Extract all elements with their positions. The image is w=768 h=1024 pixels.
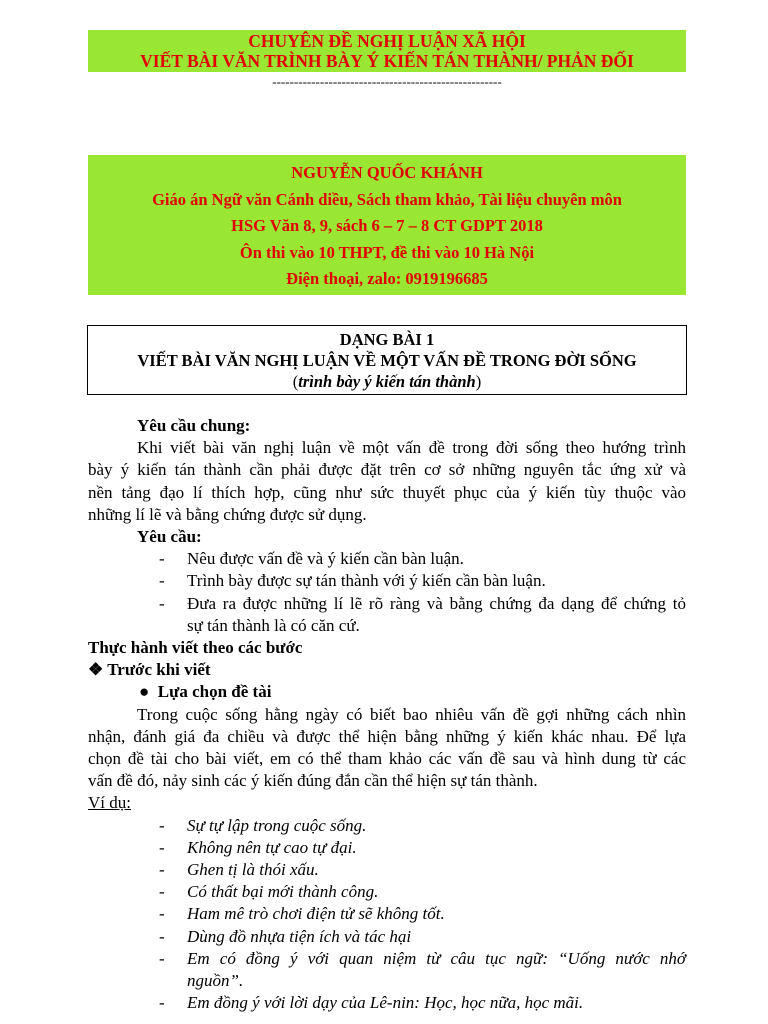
general-paragraph-line-1: Khi viết bài văn nghị luận về một vấn đề trong đời sống theo hướng trình xyxy=(137,438,686,458)
section-note-text: trình bày ý kiến tán thành xyxy=(298,372,476,391)
example-text: Dùng đồ nhựa tiện ích và tác hại xyxy=(187,926,412,946)
requirement-item-2 xyxy=(88,570,686,592)
topic-paragraph-line-4: vấn đề đó, nảy sinh các ý kiến đúng đắn cần thể hiện sự tán thành. xyxy=(88,771,538,791)
paren-close: ) xyxy=(475,372,482,391)
author-line-2: Giáo án Ngữ văn Cánh diều, Sách tham khảo, Tài liệu chuyên môn xyxy=(152,189,622,209)
topic-paragraph-line-1: Trong cuộc sống hằng ngày có biết bao nhiêu vấn đề gợi những cách nhìn xyxy=(137,704,686,724)
example-text: Ghen tị là thói xấu. xyxy=(187,860,319,880)
dash-bullet: - xyxy=(159,948,165,968)
requirements-heading: Yêu cầu: xyxy=(137,527,202,547)
example-item-6 xyxy=(88,926,686,948)
example-text: nguồn”. xyxy=(187,971,244,991)
dash-bullet: - xyxy=(159,837,165,857)
section-title: DẠNG BÀI 1 xyxy=(339,330,435,349)
paren-open: ( xyxy=(292,372,299,391)
author-line-3: HSG Văn 8, 9, sách 6 – 7 – 8 CT GDPT 2018 xyxy=(231,216,543,235)
example-item-3 xyxy=(88,859,686,881)
example-text: Em đồng ý với lời dạy của Lê-nin: Học, học nữa, học mãi. xyxy=(187,993,584,1013)
example-text: Ham mê trò chơi điện tử sẽ không tốt. xyxy=(187,904,445,924)
example-text: Không nên tự cao tự đại. xyxy=(187,837,357,857)
author-contact: Điện thoại, zalo: 0919196685 xyxy=(286,269,488,288)
header-banner xyxy=(88,30,686,72)
requirement-text: Nêu được vấn đề và ý kiến cần bàn luận. xyxy=(187,549,464,569)
section-title-box xyxy=(87,325,687,395)
example-item-5 xyxy=(88,903,686,925)
requirement-item-1 xyxy=(88,548,686,570)
general-paragraph-line-2: bày ý kiến tán thành cần phải được đặt trên cơ sở những nguyên tắc ứng xử và xyxy=(88,460,686,480)
dash-bullet: - xyxy=(159,593,165,613)
step-label: Trước khi viết xyxy=(107,660,211,680)
examples-heading: Ví dụ: xyxy=(88,793,131,813)
dash-bullet: - xyxy=(159,860,165,880)
section-subtitle: VIẾT BÀI VĂN NGHỊ LUẬN VỀ MỘT VẤN ĐỀ TRONG ĐỜI SỐNG xyxy=(137,351,637,370)
dash-bullet: - xyxy=(159,549,165,569)
example-text: Có thất bại mới thành công. xyxy=(187,882,379,902)
requirement-text: Đưa ra được những lí lẽ rõ ràng và bằng chứng đa dạng để chứng tỏ xyxy=(187,593,686,613)
example-text: Em có đồng ý với quan niệm từ câu tục ngữ: “Uống nước nhớ xyxy=(187,948,686,968)
example-item-4 xyxy=(88,881,686,903)
dash-bullet: - xyxy=(159,993,165,1013)
practice-heading: Thực hành viết theo các bước xyxy=(88,638,303,658)
step-before-writing xyxy=(88,659,686,681)
general-requirements xyxy=(88,415,686,1014)
general-heading: Yêu cầu chung: xyxy=(137,416,251,435)
example-item-8 xyxy=(88,992,686,1014)
header-line-2: VIẾT BÀI VĂN TRÌNH BÀY Ý KIẾN TÁN THÀNH/ PHẢN ĐỐI xyxy=(140,51,634,71)
topic-paragraph-line-2: nhận, đánh giá đa chiều và được thể hiện bằng những ý kiến khác nhau. Để lựa xyxy=(88,726,686,746)
separator-line: ----------------------------------------------------- xyxy=(272,74,502,89)
dash-bullet: - xyxy=(159,882,165,902)
author-banner xyxy=(88,155,686,295)
general-paragraph-line-4: những lí lẽ và bằng chứng được sử dụng. xyxy=(88,504,367,524)
example-item-7-cont xyxy=(88,970,686,992)
circle-bullet-icon: ● xyxy=(139,682,150,702)
section-note xyxy=(88,371,686,392)
dash-bullet: - xyxy=(159,571,165,591)
dash-bullet: - xyxy=(159,815,165,835)
example-item-7 xyxy=(88,948,686,970)
example-item-1 xyxy=(88,815,686,837)
sub-step-label: Lựa chọn đề tài xyxy=(157,682,272,702)
requirement-text: Trình bày được sự tán thành với ý kiến cần bàn luận. xyxy=(187,571,546,591)
diamond-bullet-icon: ❖ xyxy=(88,660,104,680)
example-text: Sự tự lập trong cuộc sống. xyxy=(187,815,367,835)
topic-paragraph-line-3: chọn đề tài cho bài viết, em có thể tham khảo các vấn đề sau và hình dung từ các xyxy=(88,749,686,769)
requirement-item-3 xyxy=(88,593,686,615)
dash-bullet: - xyxy=(159,904,165,924)
author-line-4: Ôn thi vào 10 THPT, đề thi vào 10 Hà Nội xyxy=(239,242,535,262)
author-name: NGUYỄN QUỐC KHÁNH xyxy=(291,163,483,182)
requirement-item-3-cont: sự tán thành là có căn cứ. xyxy=(187,615,360,635)
sub-step-topic xyxy=(88,681,686,703)
dash-bullet: - xyxy=(159,926,165,946)
example-item-2 xyxy=(88,837,686,859)
header-line-1: CHUYÊN ĐỀ NGHỊ LUẬN XÃ HỘI xyxy=(248,31,526,51)
general-paragraph-line-3: nền tảng đạo lí thích hợp, cũng như sức thuyết phục của ý kiến tùy thuộc vào xyxy=(88,482,686,502)
